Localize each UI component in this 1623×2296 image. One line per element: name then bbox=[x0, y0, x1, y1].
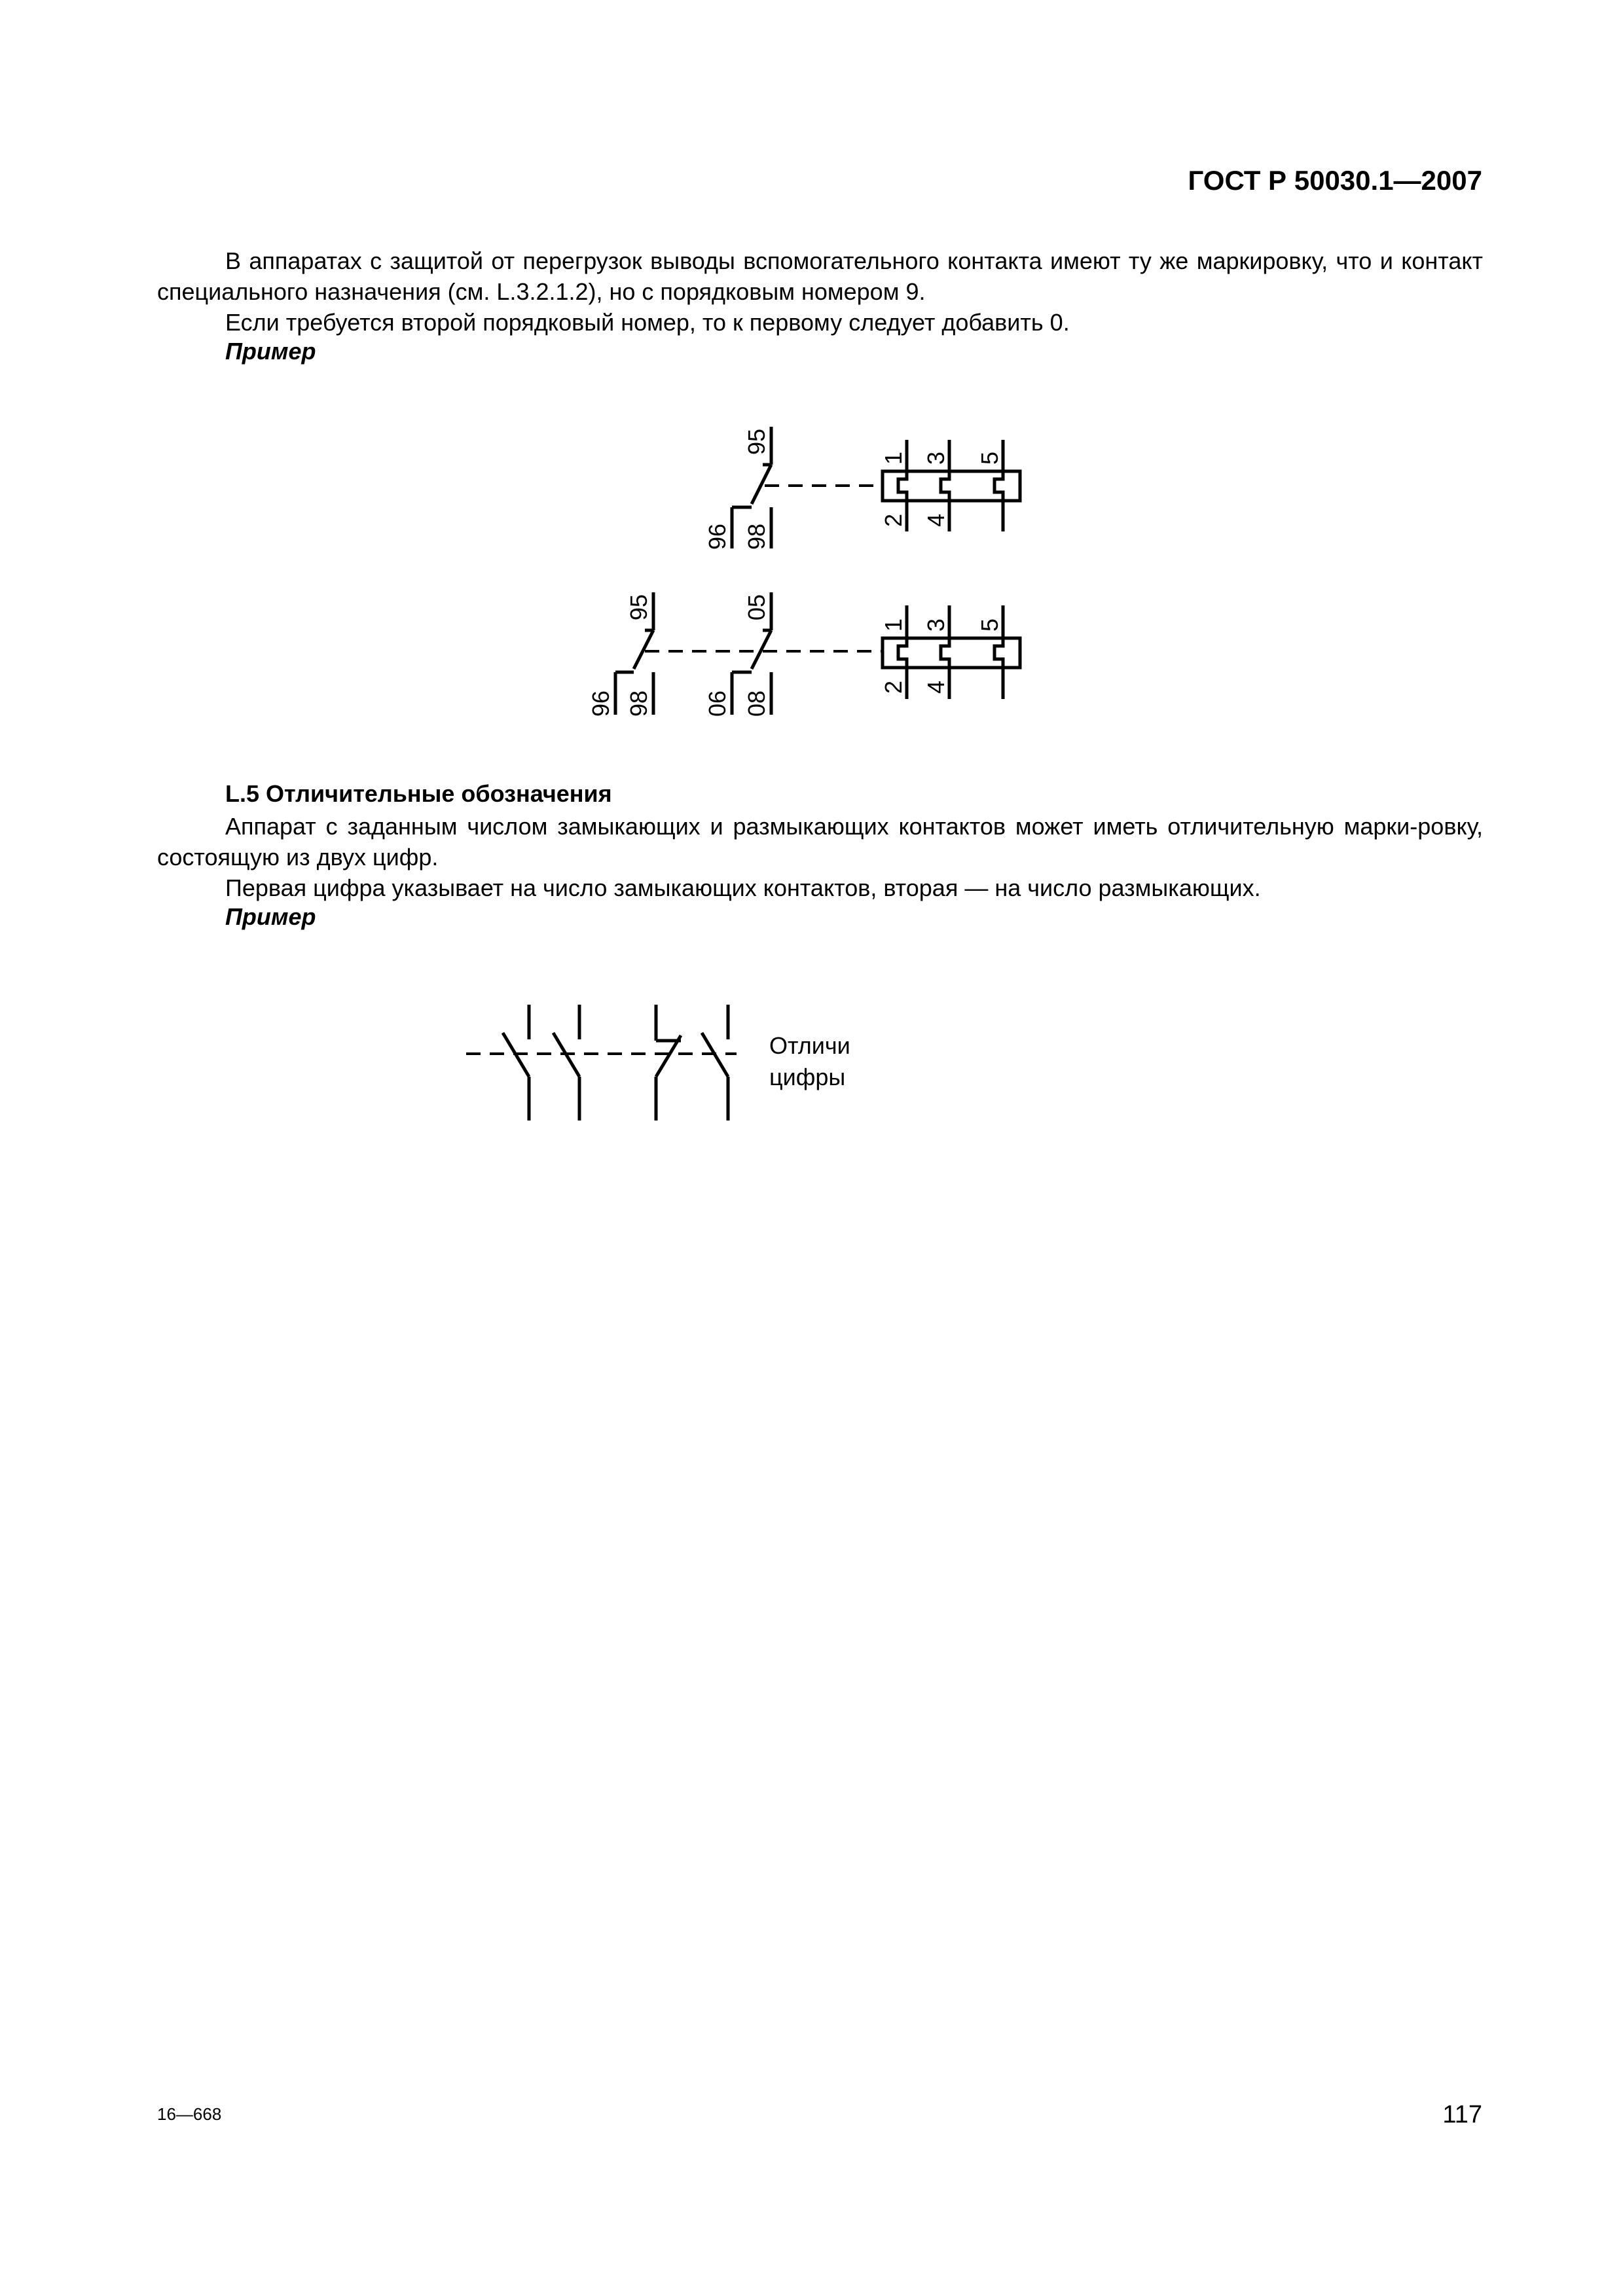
terminal-label-3: 3 bbox=[922, 451, 949, 465]
paragraph-overload-marking: В аппаратах с защитой от перегрузок выводы вспомогательного контакта имеют ту же маркировку, что и контакт специального назначения (см. L.3.2.1.2), но с порядковым номером 9. bbox=[157, 247, 1483, 305]
distinctive-label-line1: Отличи bbox=[769, 1032, 850, 1059]
diagram-overload-single bbox=[704, 427, 1020, 550]
terminal-label-4: 4 bbox=[922, 513, 949, 527]
terminal-label-2: 2 bbox=[880, 513, 907, 527]
paragraph-distinctive-marking: Аппарат с заданным числом замыкающих и размыкающих контактов может иметь отличительную марки-ровку, состоящую из двух цифр. bbox=[157, 813, 1483, 870]
terminal-label-5: 5 bbox=[976, 618, 1003, 632]
terminal-label-98: 98 bbox=[743, 523, 770, 550]
distinctive-label-line2: цифры bbox=[769, 1064, 846, 1090]
example-label-1: Пример bbox=[225, 338, 316, 365]
example-label-2: Пример bbox=[225, 903, 316, 930]
terminal-label-06: 06 bbox=[704, 690, 731, 717]
paragraph-second-number: Если требуется второй порядковый номер, то к первому следует добавить 0. bbox=[225, 309, 1070, 336]
terminal-label-05: 05 bbox=[743, 594, 770, 620]
terminal-label-1: 1 bbox=[880, 618, 907, 632]
terminal-label-95: 95 bbox=[625, 594, 652, 620]
terminal-label-96: 96 bbox=[704, 523, 731, 550]
diagram-distinctive-number bbox=[466, 1005, 987, 1121]
terminal-label-2: 2 bbox=[880, 680, 907, 694]
terminal-label-4: 4 bbox=[922, 680, 949, 694]
terminal-label-95: 95 bbox=[743, 428, 770, 455]
terminal-label-98: 98 bbox=[625, 690, 652, 717]
terminal-label-3: 3 bbox=[922, 618, 949, 632]
page-number: 117 bbox=[1442, 2101, 1482, 2128]
terminal-label-96: 96 bbox=[587, 690, 614, 717]
terminal-label-08: 08 bbox=[743, 690, 770, 717]
diagram-overload-double bbox=[587, 592, 1020, 717]
terminal-label-1: 1 bbox=[880, 451, 907, 465]
section-heading-l5: L.5 Отличительные обозначения bbox=[225, 780, 612, 807]
terminal-label-5: 5 bbox=[976, 451, 1003, 465]
standard-number: ГОСТ Р 50030.1—2007 bbox=[1188, 165, 1482, 196]
print-code: 16—668 bbox=[157, 2104, 222, 2124]
paragraph-digit-meaning: Первая цифра указывает на число замыкающих контактов, вторая — на число размыкающих. bbox=[225, 874, 1261, 901]
